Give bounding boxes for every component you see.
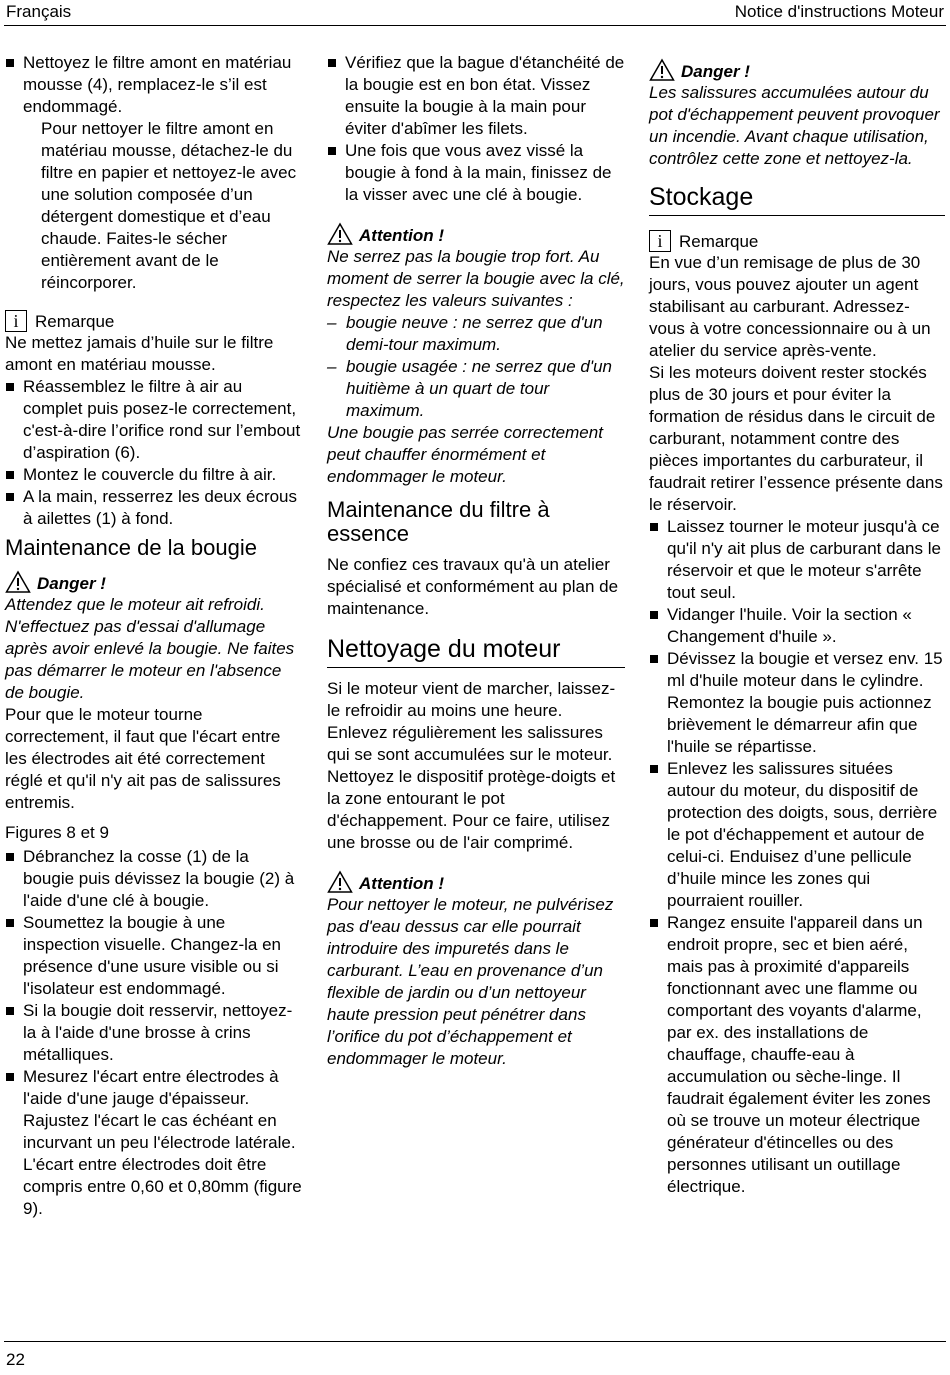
note-heading [649,226,945,252]
info-icon: i [649,230,671,252]
danger-heading [5,568,303,594]
list-item: Montez le couvercle du filtre à air. [5,464,303,486]
bullet-list [5,52,303,118]
list-item: Vérifiez que la bague d'étanchéité de la bougie est en bon état. Vissez ensuite la bougie à la main pour éviter d'abîmer les filets. [327,52,625,140]
list-item: – bougie usagée : ne serrez que d'un huitième à un quart de tour maximum. [327,356,625,422]
list-item: Mesurez l'écart entre électrodes à l'aide d'une jauge d'épaisseur. Rajustez l'écart le cas échéant en incurvant un peu l'électrode latérale. L'écart entre électrodes doit être compris entre 0,60 et 0,80mm (figure 9). [5,1066,303,1220]
list-item: Enlevez les salissures situées autour du moteur, du dispositif de protection des doigts, sous, derrière le pot d'échappement et autour de celui-ci. Enduisez d’une pellicule d’huile mince les zones qui pourraient rouiller. [649,758,945,912]
list-item: A la main, resserrez les deux écrous à ailettes (1) à fond. [5,486,303,530]
list-item: Rangez ensuite l'appareil dans un endroit propre, sec et bien aéré, mais pas à proximité d'appareils fonctionnant avec une flamme ou comportant des voyants d'alarme, par ex. des installations de chauffage, chauffe-eau à accumulation ou sèche-linge. Il faudrait également éviter les zones où se trouve un moteur électrique générateur d'étincelles ou des personnes utilisant un outillage électrique. [649,912,945,1198]
column-1 [5,52,303,1220]
note-text: En vue d’un remisage de plus de 30 jours, vous pouvez ajouter un agent stabilisant au carburant. Adressez-vous à votre concessionnaire ou à un atelier du service après-vente. [649,253,931,360]
list-item: Débranchez la cosse (1) de la bougie puis dévissez la bougie (2) à l'aide d'une clé à bougie. [5,846,303,912]
list-item: Réassemblez le filtre à air au complet puis posez-le correctement, c'est-à-dire l’orifice rond sur l’embout d’aspiration (6). [5,376,303,464]
danger-text: Attendez que le moteur ait refroidi. N'effectuez pas d'essai d'allumage après avoir enlevé la bougie. Ne faites pas démarrer le moteur en l'absence de bougie. [5,595,295,702]
page-number: 22 [6,1350,25,1369]
list-item: Vidanger l'huile. Voir la section « Changement d'huile ». [649,604,945,648]
note-text: Ne mettez jamais d’huile sur le filtre amont en matériau mousse. [5,333,274,374]
paragraph: Ne confiez ces travaux qu'à un atelier spécialisé et conformément au plan de maintenance. [327,555,619,618]
paragraph: Si le moteur vient de marcher, laissez-le refroidir au moins une heure. Enlevez régulièrement les salissures qui se sont accumulées sur le moteur. Nettoyez le dispositif protège-doigts et la zone entourant le pot d'échappement. Pour ce faire, utilisez une brosse ou de l'air comprimé. [327,679,616,852]
list-item: Une fois que vous avez vissé la bougie à fond à la main, finissez de la visser avec une clé à bougie. [327,140,625,206]
danger-label: Danger ! [37,574,106,593]
column-2 [327,52,625,1070]
list-item: Dévissez la bougie et versez env. 15 ml d'huile moteur dans le cylindre. Remontez la bougie puis actionnez brièvement le démarreur afin que l'huile se répartisse. [649,648,945,758]
header-rule [4,25,946,26]
danger-heading [649,56,945,82]
attention-text: Une bougie pas serrée correctement peut chauffer énormément et endommager le moteur. [327,423,603,486]
attention-text: Ne serrez pas la bougie trop fort. Au moment de serrer la bougie avec la clé, respectez les valeurs suivantes : [327,247,625,310]
dash-list [327,312,625,422]
warning-triangle-icon [327,870,353,894]
list-item: Soumettez la bougie à une inspection visuelle. Changez-la en présence d'une usure visible ou si l'isolateur est endommagé. [5,912,303,1000]
header-language: Français [6,2,72,21]
section-heading: Maintenance de la bougie [5,535,257,560]
warning-triangle-icon [327,222,353,246]
attention-label: Attention ! [359,226,444,245]
note-label: Remarque [679,232,759,251]
list-item: – bougie neuve : ne serrez que d'un demi-tour maximum. [327,312,625,356]
warning-triangle-icon [649,58,675,82]
attention-heading [327,220,625,246]
column-3 [649,52,945,1198]
figures-heading: Figures 8 et 9 [5,823,109,842]
paragraph: Pour que le moteur tourne correctement, il faut que l'écart entre les électrodes ait été correctement réglé et qu'il n'y ait pas de salissures entremis. [5,705,281,812]
info-icon: i [5,310,27,332]
section-heading: Stockage [649,182,945,216]
list-item: Laissez tourner le moteur jusqu'à ce qu'il n'y ait plus de carburant dans le réservoir et que le moteur s'arrête tout seul. [649,516,945,604]
attention-label: Attention ! [359,874,444,893]
danger-label: Danger ! [681,62,750,81]
bullet-list [327,52,625,206]
warning-triangle-icon [5,570,31,594]
header-title: Notice d'instructions Moteur [734,2,944,21]
footer-rule [4,1341,946,1342]
danger-text: Les salissures accumulées autour du pot d'échappement peuvent provoquer un incendie. Avant chaque utilisation, contrôlez cette zone et nettoyez-la. [649,83,940,168]
attention-heading [327,868,625,894]
list-item: Si la bougie doit resservir, nettoyez-la à l'aide d'une brosse à crins métalliques. [5,1000,303,1066]
section-heading: Maintenance du filtre à essence [327,497,550,546]
paragraph: Pour nettoyer le filtre amont en matériau mousse, détachez-le du filtre en papier et nettoyez-le avec une solution composée d’un détergent domestique et d’eau chaude. Faites-le sécher entièrement avant de le réincorporer. [41,119,297,292]
bullet-list [5,376,303,530]
list-item: Nettoyez le filtre amont en matériau mousse (4), remplacez-le s’il est endommagé. [5,52,303,118]
attention-text: Pour nettoyer le moteur, ne pulvérisez pas d'eau dessus car elle pourrait introduire des impuretés dans le carburant. L’eau en provenance d’un flexible de jardin ou d’un nettoyeur haute pression peut pénétrer dans l’orifice du pot d’échappement et endommager le moteur. [327,895,614,1068]
bullet-list [5,846,303,1220]
note-heading [5,306,303,332]
note-label: Remarque [35,312,115,331]
section-heading: Nettoyage du moteur [327,634,625,668]
bullet-list [649,516,945,1198]
note-text: Si les moteurs doivent rester stockés plus de 30 jours et pour éviter la formation de résidus dans le circuit de carburant, notamment contre des pièces importantes du carburateur, il faudrait retirer l’essence présente dans le réservoir. [649,363,943,514]
